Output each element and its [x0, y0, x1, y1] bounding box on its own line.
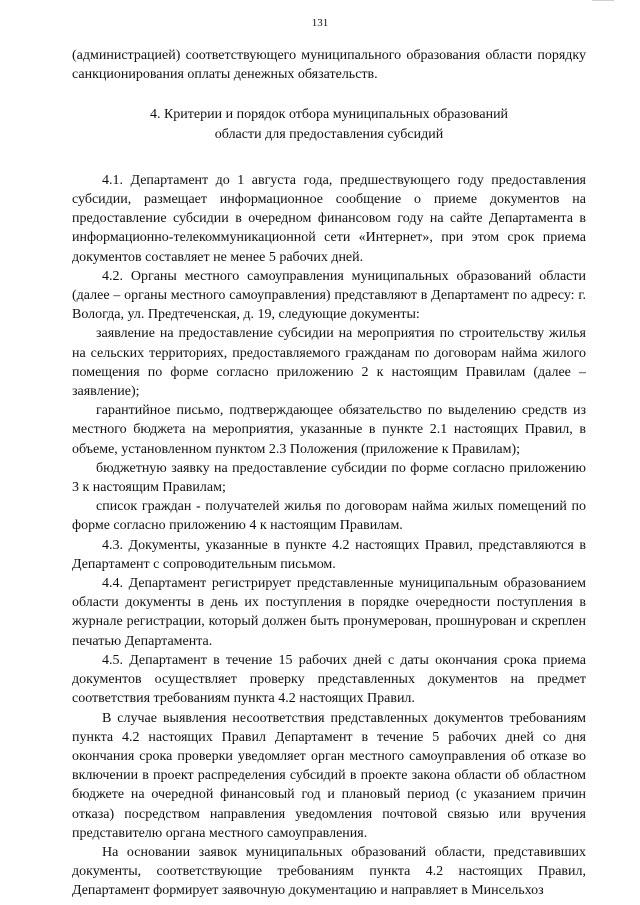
section-heading-line-1: 4. Критерии и порядок отбора муниципальных образований: [149, 107, 509, 123]
document-list-item-budget-request: бюджетную заявку на предоставление субсидии по форме согласно приложению 3 к настоящим Правилам;: [72, 460, 586, 496]
document-list-item-application: заявление на предоставление субсидии на мероприятия по строительству жилья на сельских территориях, предоставляемого гражданам по договорам найма жилого помещения по форме согласно приложению 2 к настоящим Правилам (далее – заявление);: [72, 326, 586, 400]
paragraph-4-5: 4.5. Департамент в течение 15 рабочих дней с даты окончания срока приема документов осуществляет проверку представленных документов на предмет соответствия требованиям пункта 4.2 настоящих Правил.: [72, 652, 586, 707]
paragraph-4-4: 4.4. Департамент регистрирует представленные муниципальным образованием области документы в день их поступления в порядке очередности поступления в журнале регистрации, который должен быть пронумерован, прошнурован и скреплен печатью Департамента.: [72, 576, 586, 649]
document-list-item-guarantee-letter: гарантийное письмо, подтверждающее обязательство по выделению средств из местного бюджета на мероприятия, указанные в пункте 2.1 настоящих Правил, в объеме, установленном пунктом 2.3 Положения (приложение к Правилам);: [72, 403, 586, 457]
page-content: [72, 46, 586, 901]
paragraph-4-1: 4.1. Департамент до 1 августа года, предшествующего году предоставления субсидии, размещает информационное сообщение о приеме документов на предоставление субсидии в очередном финансовом году на сайте Департамента в информационно-телекоммуникационной сети «Интернет», при этом срок приема документов составляет не менее 5 рабочих дней.: [72, 172, 586, 265]
document-list-item-citizens-list: список граждан - получателей жилья по договорам найма жилых помещений по форме согласно приложению 4 к настоящим Правилам.: [72, 499, 586, 534]
section-heading: [72, 105, 586, 143]
paragraph-application-basis: На основании заявок муниципальных образований области, представивших документы, соответствующие требованиям пункта 4.2 настоящих Правил, Департамент формирует заявочную документацию и направляет в Минсельхоз: [72, 844, 586, 899]
section-heading-line-2: области для предоставления субсидий: [214, 126, 444, 142]
paragraph-4-3: 4.3. Документы, указанные в пункте 4.2 настоящих Правил, представляются в Департамент с сопроводительным письмом.: [72, 537, 586, 572]
paragraph-nonconformity: В случае выявления несоответствия представленных документов требованиям пункта 4.2 настоящих Правил Департамент в течение 5 рабочих дней со дня окончания срока проверки уведомляет орган местного самоуправления об отказе во включении в проект распределения субсидий в проекте закона области об областном бюджете на очередной финансовый год и плановый период (с указанием причин отказа) посредством направления уведомления почтовой связью или вручения представителю органа местного самоуправления.: [72, 710, 586, 841]
paragraph-4-2: 4.2. Органы местного самоуправления муниципальных образований области (далее – органы местного самоуправления) представляют в Департамент по адресу: г. Вологда, ул. Предтеченская, д. 19, следующие документы:: [72, 268, 586, 323]
scan-edge-mark: [592, 0, 614, 4]
continuation-paragraph: (администрацией) соответствующего муниципального образования области порядку санкционирования оплаты денежных обязательств.: [72, 48, 586, 83]
page-number: 131: [311, 17, 329, 29]
